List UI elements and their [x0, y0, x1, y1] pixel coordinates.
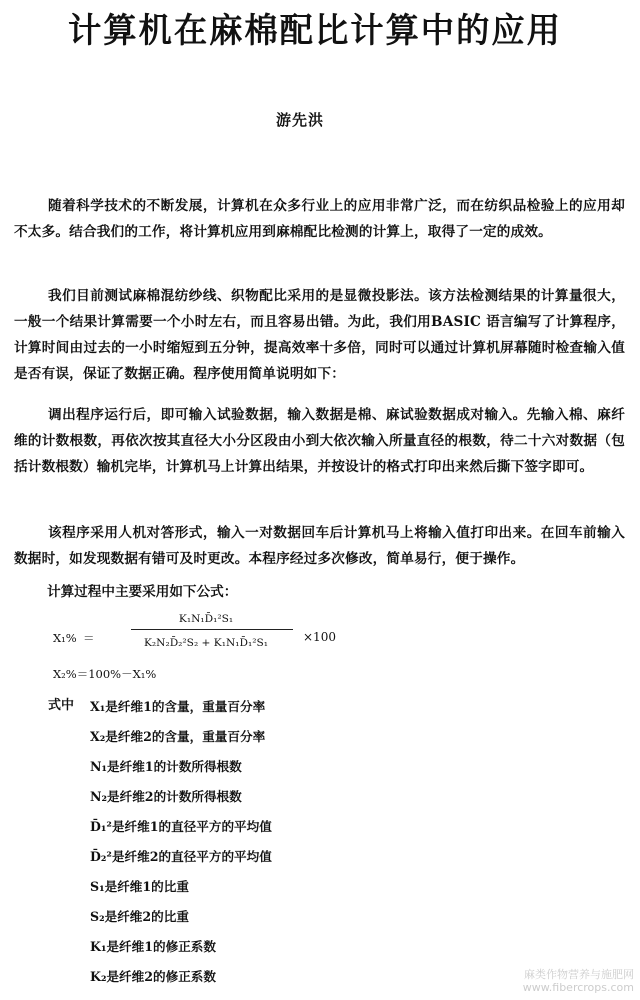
body-paragraph-1: 随着科学技术的不断发展，计算机在众多行业上的应用非常广泛，而在纺织品检验上的应用却不太多。结合我们的工作，将计算机应用到麻棉配比检测的计算上，取得了一定的成效。: [14, 198, 625, 240]
fraction-line: [131, 629, 293, 630]
definition-item: K₂是纤维2的修正系数: [90, 969, 216, 984]
formula-fraction: [117, 612, 295, 662]
watermark-line-1: 麻类作物营养与施肥网: [524, 968, 634, 981]
definition-item: D̄₂²是纤维2的直径平方的平均值: [90, 849, 272, 864]
definition-item: S₂是纤维2的比重: [90, 909, 189, 924]
article-author: 游先洪: [276, 111, 325, 129]
definition-item: S₁是纤维1的比重: [90, 879, 189, 894]
definition-item: N₂是纤维2的计数所得根数: [90, 789, 242, 804]
definition-item: X₁是纤维1的含量，重量百分率: [90, 699, 266, 714]
formula-intro: 计算过程中主要采用如下公式：: [47, 584, 238, 600]
body-paragraph-3: 调出程序运行后，即可输入试验数据，输入数据是棉、麻试验数据成对输入。先输入棉、麻纤维的计数根数，再依次按其直径大小分区段由小到大依次输入所量直径的根数，待二十六对数据（包括计数根数）输机完毕，计算机马上计算出结果，并按设计的格式打印出来然后撕下签字即可。: [14, 407, 625, 475]
definition-item: D̄₁²是纤维1的直径平方的平均值: [90, 819, 272, 834]
definition-item: N₁是纤维1的计数所得根数: [90, 759, 242, 774]
formula-multiplier: ×100: [303, 630, 336, 644]
definition-item: K₁是纤维1的修正系数: [90, 939, 216, 954]
formula-denominator: K₂N₂D̄₂²S₂ + K₁N₁D̄₁²S₁: [144, 637, 268, 649]
formula-x2: X₂%＝100%－X₁%: [53, 667, 157, 681]
where-label: 式中: [48, 698, 75, 713]
article-title: 计算机在麻棉配比计算中的应用: [68, 11, 562, 51]
body-paragraph-4: 该程序采用人机对答形式，输入一对数据回车后计算机马上将输入值打印出来。在回车前输入数据时，如发现数据有错可及时更改。本程序经过多次修改，简单易行，便于操作。: [14, 525, 625, 567]
definition-list: [90, 699, 370, 999]
formula-numerator: K₁N₁D̄₁²S₁: [178, 613, 234, 625]
definition-item: X₂是纤维2的含量，重量百分率: [90, 729, 266, 744]
formula-equals-sign: ＝: [83, 631, 95, 645]
watermark-line-2: www.fibercrops.com: [522, 981, 634, 994]
body-paragraph-2: 我们目前测试麻棉混纺纱线、织物配比采用的是显微投影法。该方法检测结果的计算量很大，一般一个结果计算需要一个小时左右，而且容易出错。为此，我们用BASIC 语言编写了计算程序，计算时间由过去的一小时缩短到五分钟，提高效率十多倍，同时可以通过计算机屏幕随时检查输入值是否有误，保证了数据正确。程序使用简单说明如下：: [14, 288, 625, 382]
site-watermark: [523, 968, 634, 994]
formula-x1-lhs: X₁%: [53, 631, 77, 645]
